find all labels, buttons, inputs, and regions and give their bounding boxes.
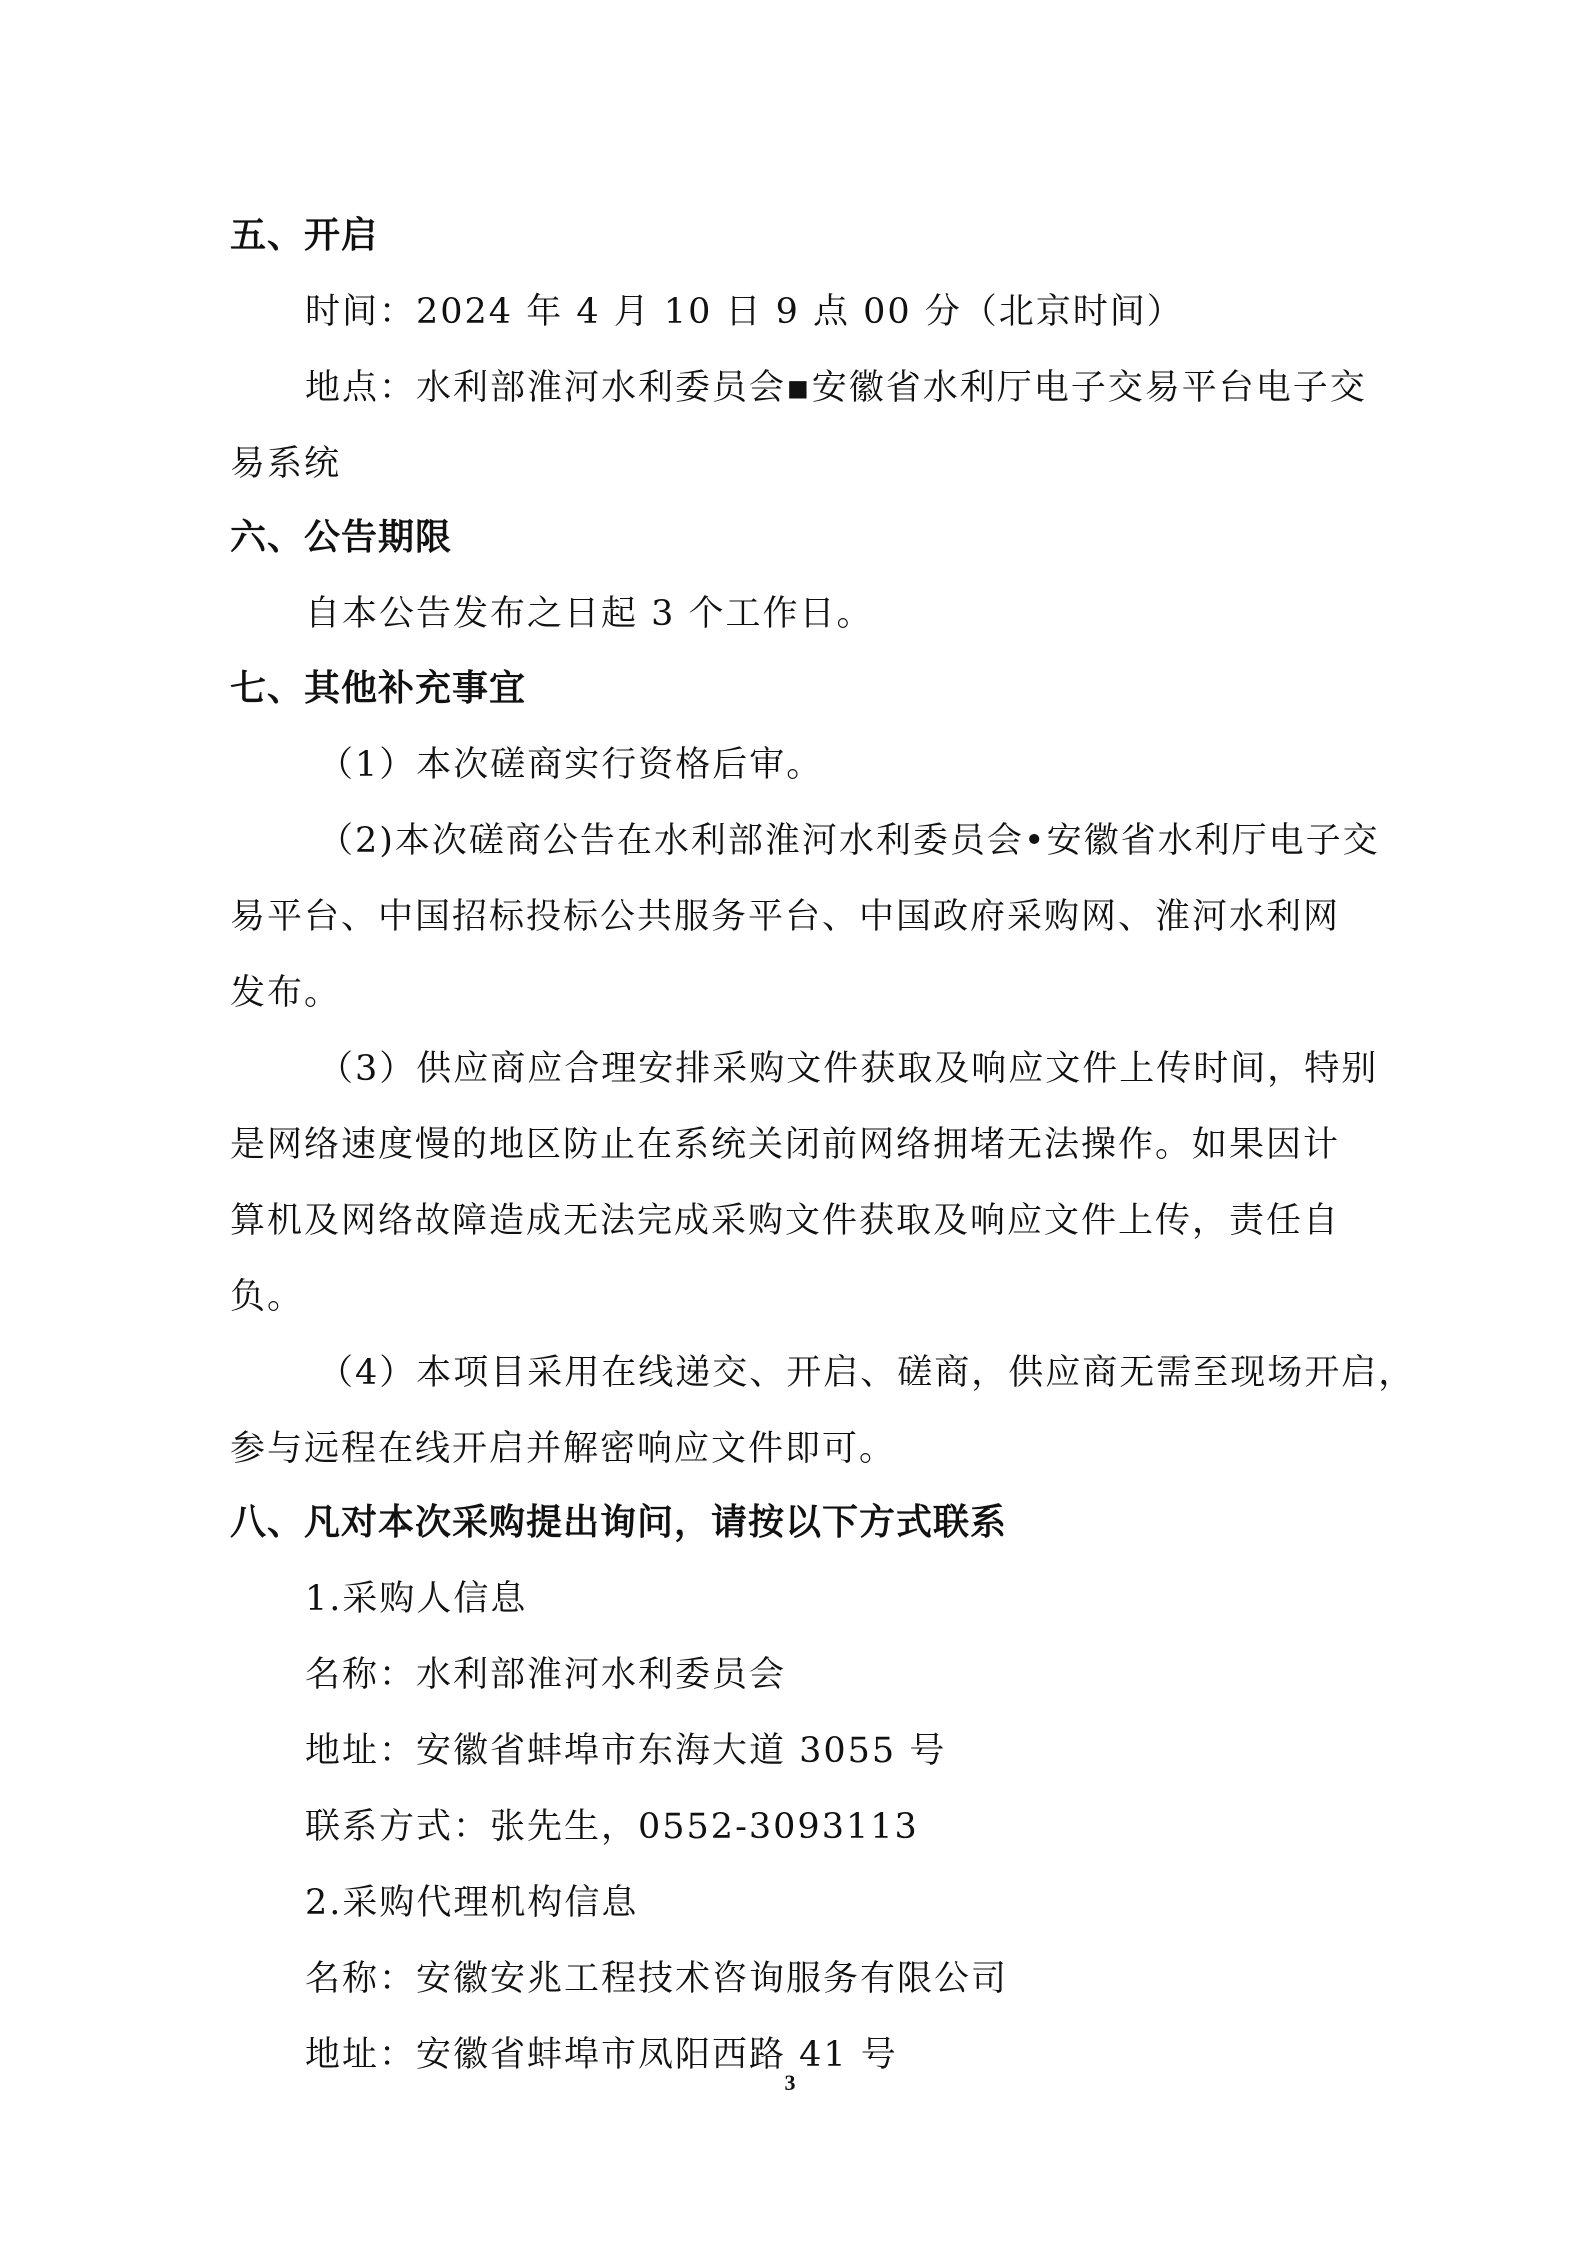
supplement-item-1: （1）本次磋商实行资格后审。: [318, 745, 824, 785]
supplement-item-3-line-3: 算机及网络故障造成无法完成采购文件获取及响应文件上传，责任自: [230, 1201, 1341, 1241]
page-number: 3: [784, 2070, 796, 2095]
opening-place-line-2: 易系统: [230, 444, 342, 484]
purchaser-address: 地址：安徽省蚌埠市东海大道 3055 号: [305, 1731, 947, 1771]
section-6-heading: 六、公告期限: [230, 517, 453, 558]
supplement-item-2-line-3: 发布。: [230, 973, 342, 1013]
supplement-item-4-line-2: 参与远程在线开启并解密响应文件即可。: [230, 1429, 897, 1469]
notice-period-text: 自本公告发布之日起 3 个工作日。: [305, 594, 874, 634]
purchaser-info-title: 1.采购人信息: [305, 1579, 528, 1619]
supplement-item-3-line-4: 负。: [230, 1277, 305, 1317]
section-5-heading: 五、开启: [230, 215, 379, 256]
opening-place-line-1: 地点：水利部淮河水利委员会▪安徽省水利厅电子交易平台电子交: [305, 368, 1367, 408]
section-7-heading: 七、其他补充事宜: [230, 668, 527, 709]
supplement-item-3-line-1: （3）供应商应合理安排采购文件获取及响应文件上传时间，特别: [318, 1049, 1379, 1089]
supplement-item-4-line-1: （4）本项目采用在线递交、开启、磋商，供应商无需至现场开启，: [318, 1353, 1416, 1393]
supplement-item-2-line-1: （2)本次磋商公告在水利部淮河水利委员会•安徽省水利厅电子交: [318, 821, 1380, 861]
supplement-item-3-line-2: 是网络速度慢的地区防止在系统关闭前网络拥堵无法操作。如果因计: [230, 1125, 1341, 1165]
purchaser-name: 名称：水利部淮河水利委员会: [305, 1655, 787, 1695]
supplement-item-2-line-2: 易平台、中国招标投标公共服务平台、中国政府采购网、淮河水利网: [230, 897, 1341, 937]
opening-time: 时间：2024 年 4 月 10 日 9 点 00 分（北京时间）: [305, 292, 1184, 332]
purchaser-contact: 联系方式：张先生，0552-3093113: [305, 1807, 919, 1847]
agency-address: 地址：安徽省蚌埠市凤阳西路 41 号: [305, 2035, 898, 2075]
agency-info-title: 2.采购代理机构信息: [305, 1883, 639, 1923]
agency-name: 名称：安徽安兆工程技术咨询服务有限公司: [305, 1959, 1009, 1999]
section-8-heading: 八、凡对本次采购提出询问，请按以下方式联系: [230, 1502, 1008, 1543]
